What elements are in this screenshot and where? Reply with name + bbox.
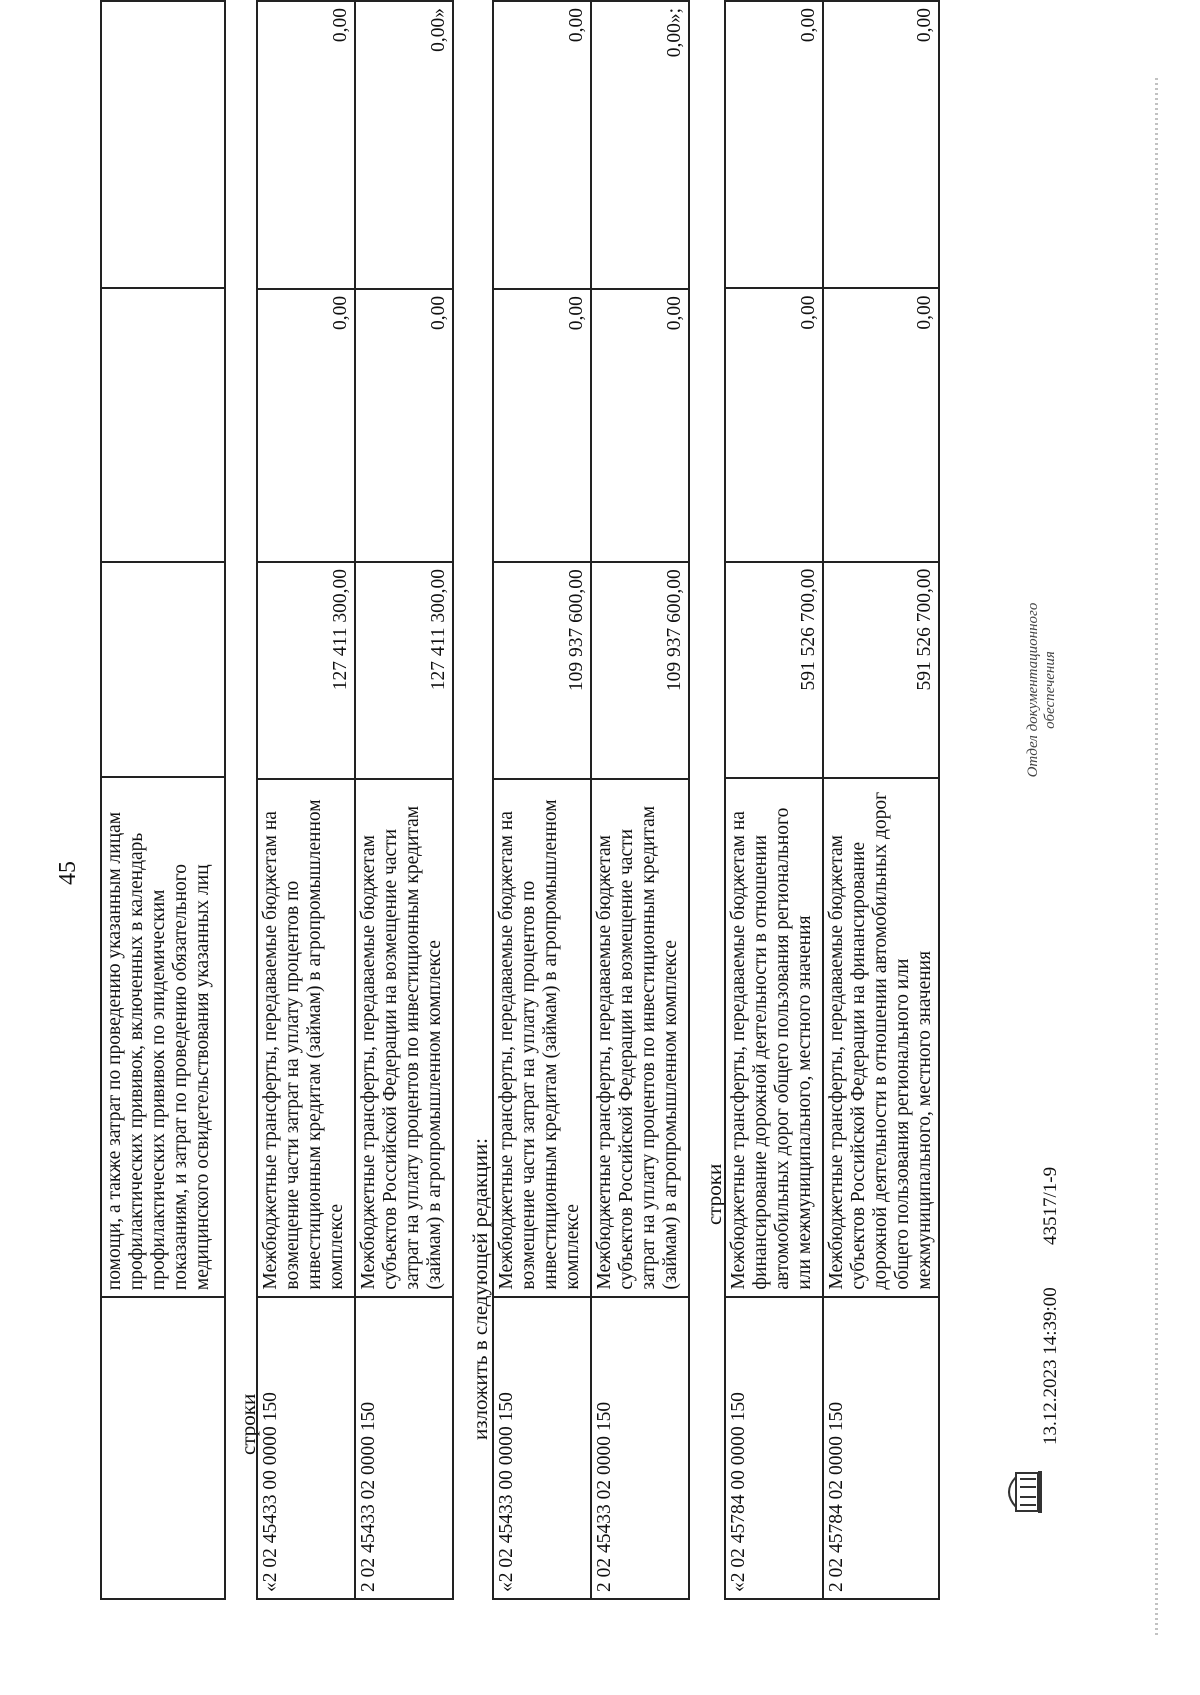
value-cell: 127 411 300,00: [355, 562, 453, 779]
code-cell: 2 02 45433 02 0000 150: [355, 1297, 453, 1599]
value-cell: 0,00»: [355, 1, 453, 289]
text-cell: Межбюджетные трансферты, передаваемые бюджетам субъектов Российской Федерации на возмещение части затрат на уплату процентов по инвестиционным кредитам (займам) в агропромышленном комплексе: [355, 779, 453, 1297]
department-stamp: [1025, 575, 1059, 805]
code-cell: «2 02 45433 00 0000 150: [493, 1297, 591, 1599]
value-cell: 0,00: [591, 289, 689, 562]
code-cell: «2 02 45784 00 0000 150: [725, 1297, 823, 1599]
table-row: [823, 1, 939, 1599]
scan-edge: [1155, 75, 1158, 1635]
page-number: 45: [55, 861, 81, 885]
footer-datetime: 13.12.2023 14:39:00: [1040, 1287, 1061, 1445]
value-cell: [101, 288, 225, 561]
value-cell: 127 411 300,00: [257, 562, 355, 779]
code-cell: 2 02 45433 02 0000 150: [591, 1297, 689, 1599]
label-izlozhit: изложить в следующей редакции:: [468, 1138, 492, 1440]
table-old-45784: [724, 0, 940, 1600]
value-cell: 0,00: [257, 1, 355, 289]
code-cell: [101, 1297, 225, 1599]
table-row: [257, 1, 355, 1599]
duma-logo: [1000, 1469, 1046, 1515]
text-cell: Межбюджетные трансферты, передаваемые бюджетам субъектов Российской Федерации на финансирование дорожной деятельности в отношении автомобильных дорог общего пользования регионального или межмуниципального, местного значения: [823, 778, 939, 1296]
value-cell: 109 937 600,00: [591, 562, 689, 779]
value-cell: 0,00: [493, 289, 591, 562]
code-cell: 2 02 45784 02 0000 150: [823, 1297, 939, 1599]
table-row: [101, 1, 225, 1599]
value-cell: 0,00: [493, 1, 591, 289]
text-cell: Межбюджетные трансферты, передаваемые бюджетам на возмещение части затрат на уплату процентов по инвестиционным кредитам (займам) в агропромышленном комплексе: [257, 779, 355, 1297]
stamp-line: обеспечения: [1042, 651, 1058, 729]
value-cell: 591 526 700,00: [823, 562, 939, 779]
value-cell: 0,00»;: [591, 1, 689, 289]
table-new-45433: [492, 0, 690, 1600]
footer-doc-id: 43517/1-9: [1040, 1166, 1061, 1245]
table-row: [493, 1, 591, 1599]
value-cell: 0,00: [725, 288, 823, 561]
label-stroki: строки: [702, 1163, 726, 1225]
value-cell: 0,00: [257, 289, 355, 562]
value-cell: 109 937 600,00: [493, 562, 591, 779]
table-row: [725, 1, 823, 1599]
value-cell: 591 526 700,00: [725, 562, 823, 779]
table-old-45433: [256, 0, 454, 1600]
value-cell: [101, 1, 225, 288]
value-cell: 0,00: [355, 289, 453, 562]
text-cell: Межбюджетные трансферты, передаваемые бюджетам субъектов Российской Федерации на возмещение части затрат на уплату процентов по инвестиционным кредитам (займам) в агропромышленном комплексе: [591, 779, 689, 1297]
stamp-line: Отдел документационного: [1025, 602, 1041, 778]
value-cell: [101, 562, 225, 778]
table-row: [355, 1, 453, 1599]
value-cell: 0,00: [823, 1, 939, 288]
text-cell: Межбюджетные трансферты, передаваемые бюджетам на возмещение части затрат на уплату процентов по инвестиционным кредитам (займам) в агропромышленном комплексе: [493, 779, 591, 1297]
table-continuation: [100, 0, 226, 1600]
label-stroki: строки: [236, 1393, 260, 1455]
text-cell: помощи, а также затрат по проведению указанным лицам профилактических прививок, включенных в календарь профилактических прививок по эпидемическим показаниям, и затрат по проведению обязательного медицинского освидетельствования указанных лиц: [101, 777, 225, 1297]
value-cell: 0,00: [725, 1, 823, 288]
table-row: [591, 1, 689, 1599]
code-cell: «2 02 45433 00 0000 150: [257, 1297, 355, 1599]
value-cell: 0,00: [823, 288, 939, 561]
text-cell: Межбюджетные трансферты, передаваемые бюджетам на финансирование дорожной деятельности в отношении автомобильных дорог общего пользования регионального или межмуниципального, местного значения: [725, 778, 823, 1296]
